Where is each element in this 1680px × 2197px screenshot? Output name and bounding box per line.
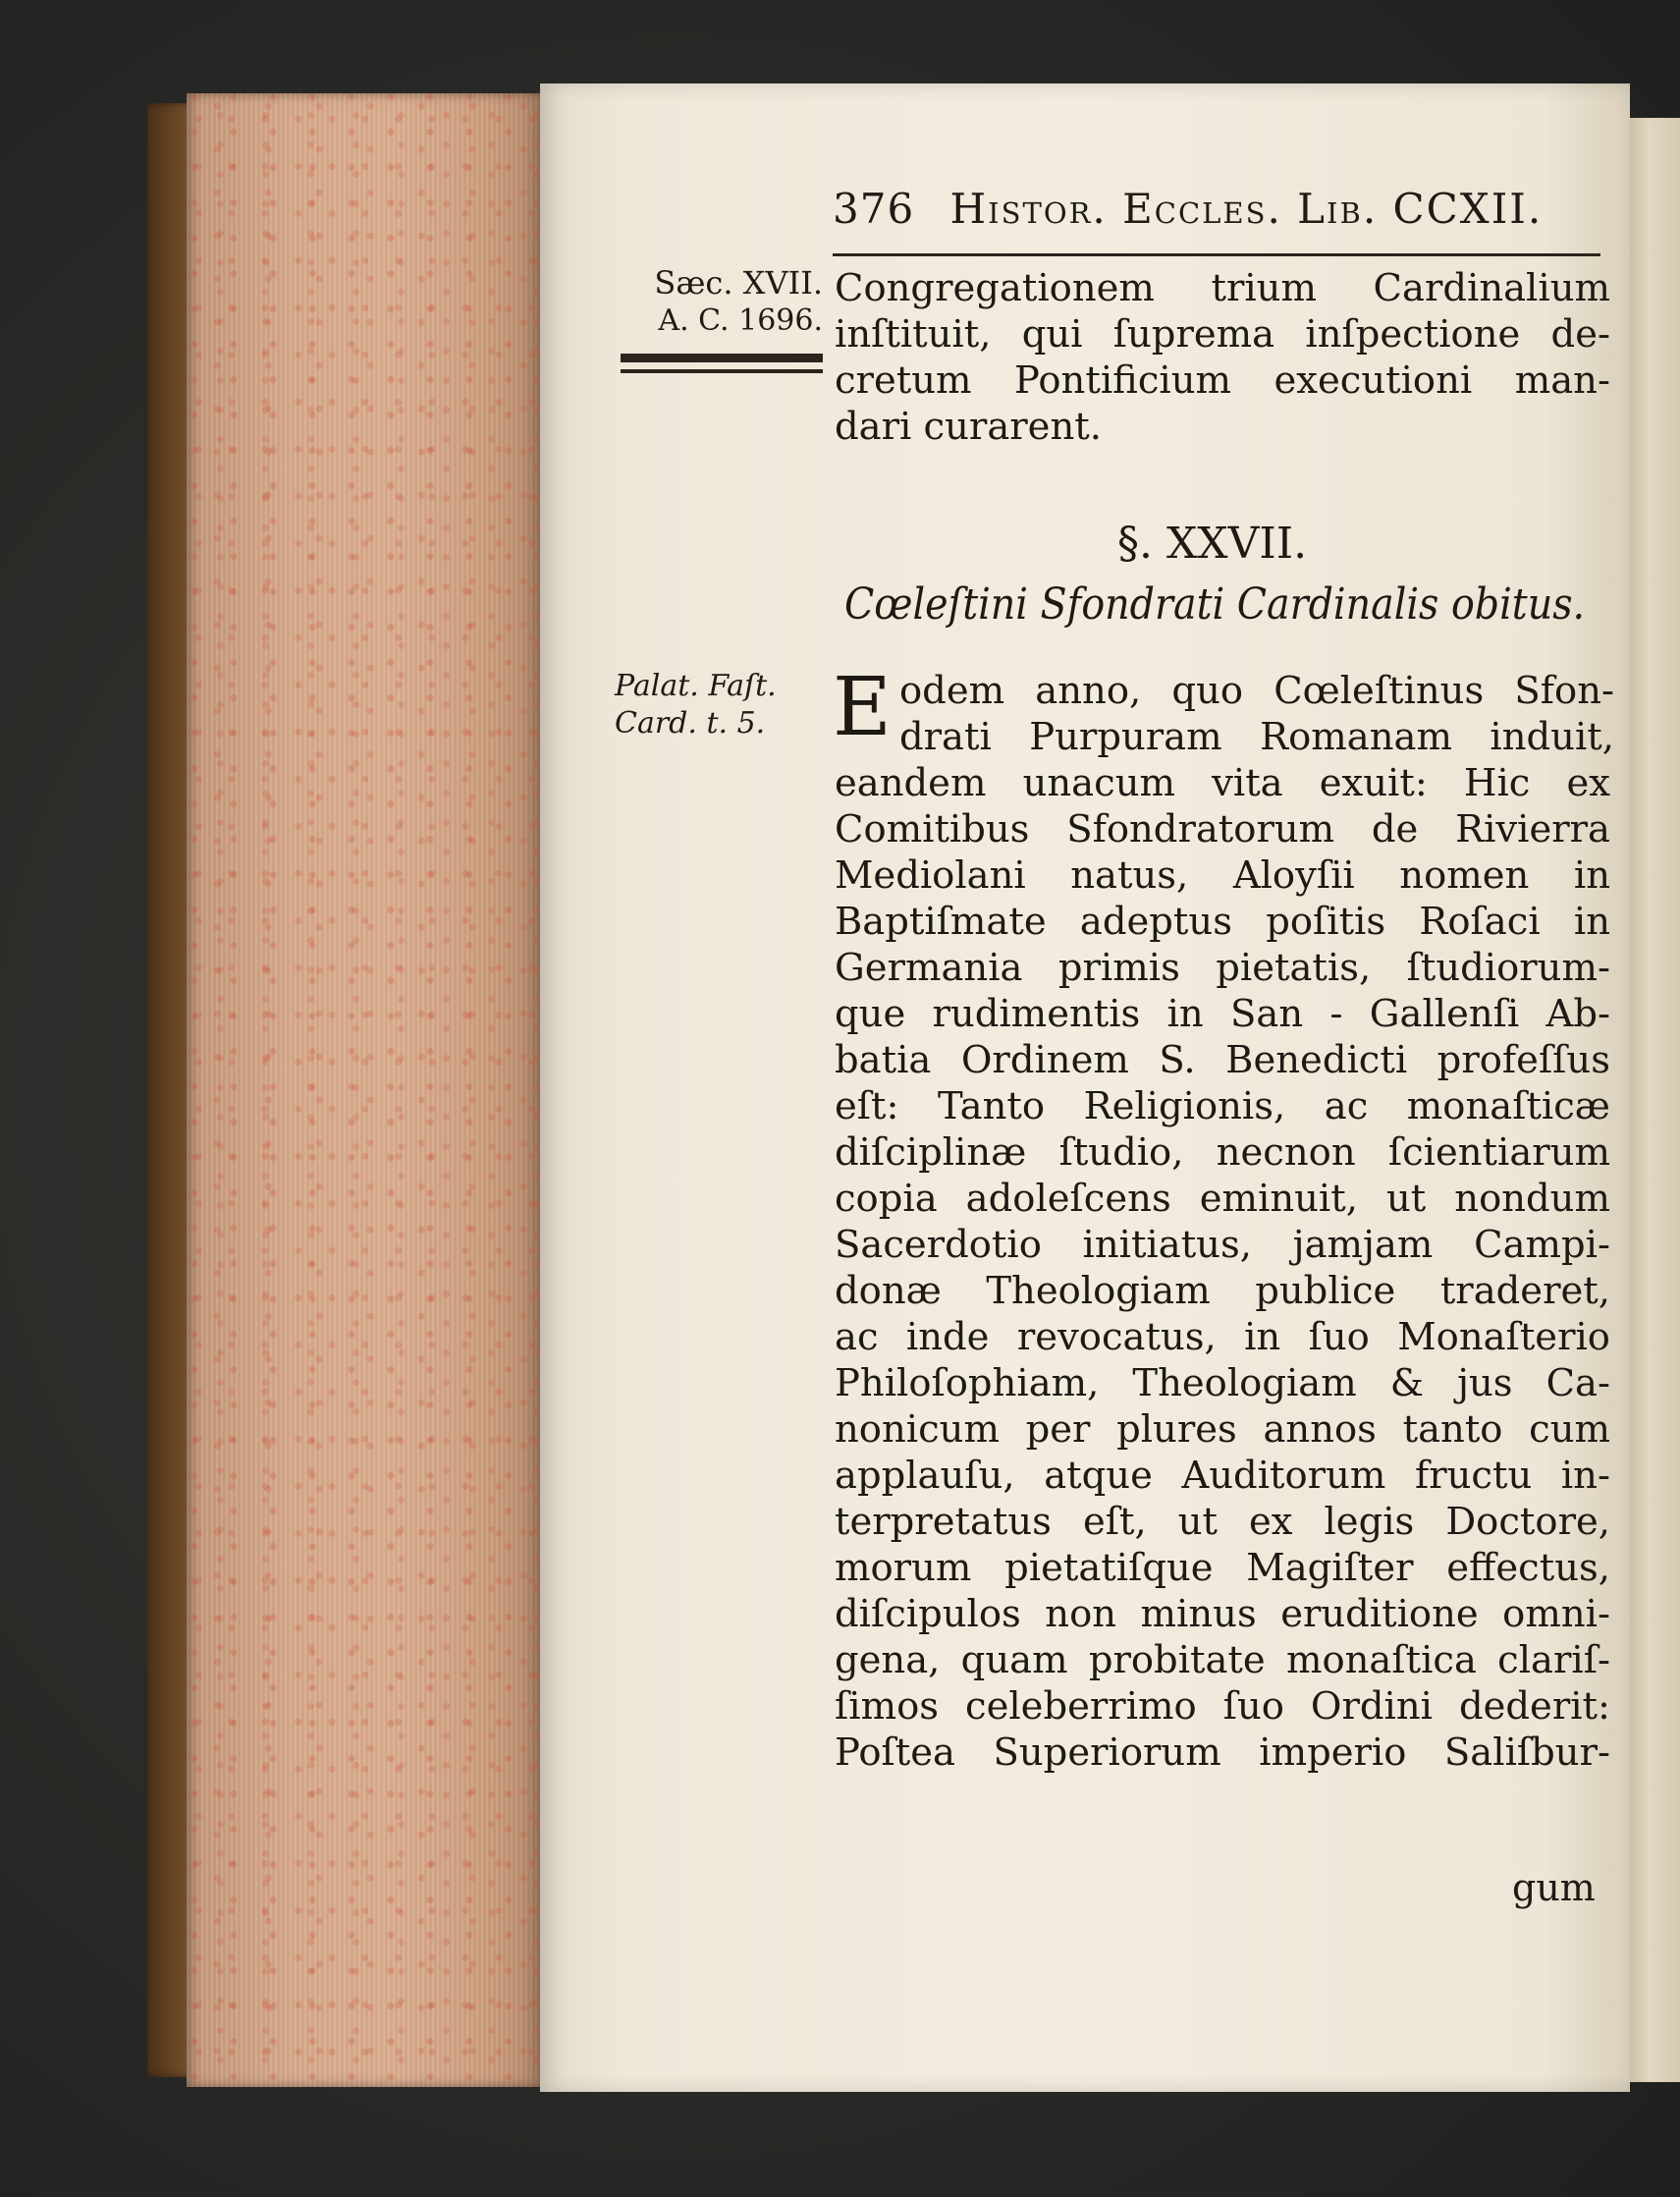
text-line: applauſu, atque Auditorum fructu in- [835, 1454, 1610, 1498]
text-line: batia Ordinem S. Benedicti profeſſus [835, 1038, 1610, 1082]
section-title: Cœleſtini Sfondrati Cardinalis obitus. [844, 579, 1586, 630]
header-rule [833, 253, 1600, 256]
text-line: Poſtea Superiorum imperio Saliſbur- [835, 1730, 1610, 1775]
margin-source-note [615, 668, 811, 742]
text-line: ſimos celeberrimo ſuo Ordini dederit: [835, 1684, 1610, 1729]
text-line: Germania primis pietatis, ſtudiorum- [835, 946, 1610, 990]
margin-rules [621, 354, 823, 373]
text-line: inſtituit, qui ſuprema inſpectione de- [835, 312, 1610, 357]
margin-year: A. C. 1696. [658, 303, 823, 338]
text-line: odem anno, quo Cœleſtinus Sfon- [899, 669, 1614, 713]
text-line: donæ Theologiam publice traderet, [835, 1269, 1610, 1313]
text-line: Sacerdotio initiatus, jamjam Campi- [835, 1223, 1610, 1267]
intro-paragraph [835, 265, 1610, 450]
running-head [833, 185, 1599, 233]
margin-rule-thick [621, 354, 823, 362]
margin-century: Sæc. XVII. [654, 264, 823, 302]
text-line: Baptiſmate adeptus poſitis Roſaci in [835, 900, 1610, 944]
page-number: 376 [833, 185, 915, 233]
main-paragraph [835, 760, 1610, 1776]
text-line: diſcipulos non minus eruditione omni- [835, 1592, 1610, 1636]
margin-rule-thin [621, 369, 823, 373]
text-line: gena, quam probitate monaſtica clariſ- [835, 1638, 1610, 1682]
text-line: dari curarent. [835, 405, 1102, 449]
drop-initial: E [833, 661, 892, 754]
text-line: terpretatus eſt, ut ex legis Doctore, [835, 1500, 1610, 1544]
text-line: copia adoleſcens eminuit, ut nondum [835, 1177, 1610, 1221]
text-line: Congregationem trium Cardinalium [835, 266, 1610, 310]
section-number: §. XXVII. [1117, 519, 1308, 569]
text-line: Mediolani natus, Aloyſii nomen in [835, 853, 1610, 898]
text-line: eandem unacum vita exuit: Hic ex [835, 761, 1610, 805]
paragraph-opening [899, 668, 1614, 760]
text-line: Comitibus Sfondratorum de Rivierra [835, 807, 1610, 851]
text-line: diſciplinæ ſtudio, necnon ſcientiarum [835, 1130, 1610, 1175]
page-block-edge [187, 93, 540, 2087]
text-line: que rudimentis in San - Gallenſi Ab- [835, 992, 1610, 1036]
margin-source-line: Card. t. 5. [615, 706, 766, 741]
facing-page-edge [1630, 118, 1680, 2082]
text-line: morum pietatiſque Magiſter effectus, [835, 1546, 1610, 1590]
margin-source-line: Palat. Faſt. [615, 669, 777, 703]
text-line: ac inde revocatus, in ſuo Monaſterio [835, 1315, 1610, 1359]
text-line: cretum Pontificium executioni man- [835, 358, 1610, 403]
margin-date-note [617, 263, 823, 340]
catchword: gum [1512, 1866, 1596, 1909]
text-line: eſt: Tanto Religionis, ac monaſticæ [835, 1084, 1610, 1128]
running-head-title: Histor. Eccles. Lib. CCXII. [949, 185, 1544, 233]
text-line: nonicum per plures annos tanto cum [835, 1407, 1610, 1452]
text-line: drati Purpuram Romanam induit, [899, 715, 1614, 759]
text-line: Philoſophiam, Theologiam & jus Ca- [835, 1361, 1610, 1405]
